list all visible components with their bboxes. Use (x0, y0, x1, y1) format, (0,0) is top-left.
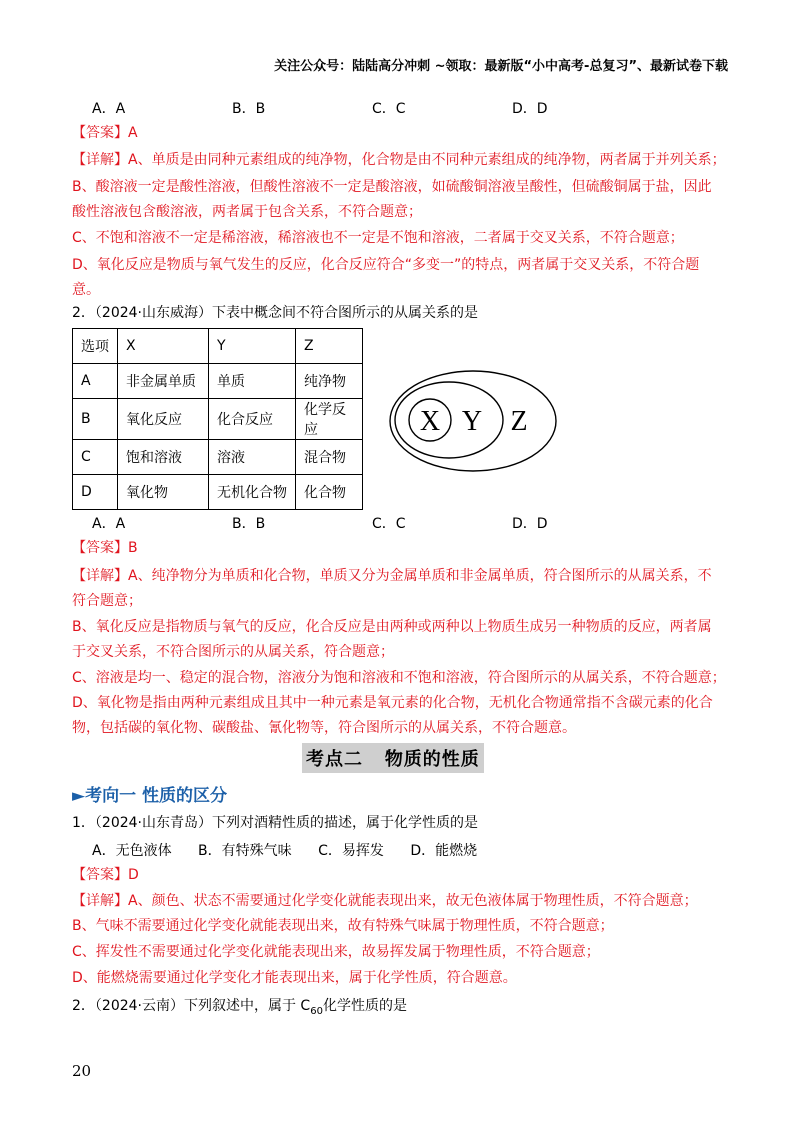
q1-detail-line: 酸性溶液包含酸溶液，两者属于包含关系，不符合题意； (72, 204, 422, 220)
q2-detail-line: 【详解】A、纯净物分为单质和化合物，单质又分为金属单质和非金属单质，符合图所示的从属关系，不 (72, 568, 712, 584)
q3-detail-line: D、能燃烧需要通过化学变化才能表现出来，属于化学性质，符合题意。 (72, 970, 517, 986)
table-cell: 溶液 (209, 440, 296, 475)
q2-detail-line: D、氧化物是指由两种元素组成且其中一种元素是氧元素的化合物，无机化合物通常指不含碳元素的化合 (72, 695, 713, 711)
table-cell: B (73, 399, 118, 440)
q1-options (92, 98, 652, 118)
q3-option-c: C．易挥发 (318, 843, 384, 859)
venn-middle-ellipse (395, 382, 503, 458)
q4-stem (72, 996, 407, 1022)
table-row (73, 475, 363, 510)
q1-option-b: B．B (232, 101, 266, 117)
q3-stem: 1．（2024·山东青岛）下列对酒精性质的描述，属于化学性质的是 (72, 815, 478, 831)
table-cell: C (73, 440, 118, 475)
q2-detail-line: B、氧化反应是指物质与氧气的反应，化合反应是由两种或两种以上物质生成另一种物质的反应，两者属 (72, 619, 712, 635)
q2-answer: 【答案】B (72, 540, 138, 556)
q1-option-c: C．C (372, 101, 406, 117)
table-cell: X (118, 329, 209, 364)
q4-stem-prefix: 2．（2024·云南）下列叙述中，属于 C (72, 998, 311, 1014)
q4-stem-suffix: 化学性质的是 (322, 998, 407, 1014)
concept-table (72, 328, 363, 510)
table-header-row (73, 329, 363, 364)
table-cell: 纯净物 (296, 364, 363, 399)
q1-detail-line: B、酸溶液一定是酸性溶液，但酸性溶液不一定是酸溶液，如硫酸铜溶液呈酸性，但硫酸铜属于盐，因此 (72, 179, 712, 195)
table-cell: D (73, 475, 118, 510)
q2-detail-line: C、溶液是均一、稳定的混合物，溶液分为饱和溶液和不饱和溶液，符合图所示的从属关系，不符合题意； (72, 670, 726, 686)
table-cell: 饱和溶液 (118, 440, 209, 475)
q2-detail-line: 物，包括碳的氧化物、碳酸盐、氰化物等，符合图所示的从属关系，不符合题意。 (72, 720, 576, 736)
q2-option-c: C．C (372, 516, 406, 532)
q2-option-d: D．D (512, 516, 548, 532)
q2-option-a: A．A (92, 516, 126, 532)
table-row (73, 364, 363, 399)
section-title (302, 743, 484, 773)
table-row (73, 399, 363, 440)
q1-detail-line: D、氧化反应是物质与氧气发生的反应，化合反应符合“多变一”的特点，两者属于交叉关系，不符合题 (72, 257, 700, 273)
q1-option-d: D．D (512, 101, 548, 117)
q3-detail-line: 【详解】A、颜色、状态不需要通过化学变化就能表现出来，故无色液体属于物理性质，不符合题意； (72, 893, 698, 909)
venn-diagram (388, 368, 558, 474)
table-cell: 无机化合物 (209, 475, 296, 510)
q3-option-a: A．无色液体 (92, 843, 172, 859)
q3-option-d: D．能燃烧 (410, 843, 478, 859)
q1-answer: 【答案】A (72, 125, 138, 141)
table-row (73, 440, 363, 475)
q1-detail-line: 【详解】A、单质是由同种元素组成的纯净物，化合物是由不同种元素组成的纯净物，两者属于并列关系； (72, 152, 726, 168)
q4-stem-sub: 60 (310, 1005, 323, 1017)
q3-detail-line: C、挥发性不需要通过化学变化就能表现出来，故易挥发属于物理性质，不符合题意； (72, 944, 600, 960)
table-cell: 混合物 (296, 440, 363, 475)
q2-stem: 2．（2024·山东威海）下表中概念间不符合图所示的从属关系的是 (72, 305, 478, 321)
section-label: 考点二 (306, 749, 363, 770)
table-cell: A (73, 364, 118, 399)
venn-label-z: Z (510, 406, 528, 437)
header-note: 关注公众号：陆陆高分冲刺 ~领取：最新版“小中高考-总复习”、最新试卷下载 (274, 59, 728, 74)
table-cell: Y (209, 329, 296, 364)
table-cell: 氧化物 (118, 475, 209, 510)
q3-option-b: B．有特殊气味 (198, 843, 292, 859)
table-cell: 非金属单质 (118, 364, 209, 399)
subhead: ►考向一 性质的区分 (72, 786, 227, 806)
table-cell: 选项 (73, 329, 118, 364)
table-cell: 单质 (209, 364, 296, 399)
table-cell: Z (296, 329, 363, 364)
q3-options (92, 840, 499, 860)
q2-detail-line: 符合题意； (72, 593, 142, 609)
q1-detail-line: C、不饱和溶液不一定是稀溶液，稀溶液也不一定是不饱和溶液，二者属于交叉关系，不符合题意； (72, 230, 684, 246)
table-cell: 氧化反应 (118, 399, 209, 440)
venn-label-y: Y (461, 406, 483, 437)
table-cell: 化学反应 (296, 399, 363, 440)
q3-answer: 【答案】D (72, 867, 139, 883)
page-number: 20 (72, 1062, 92, 1080)
q2-detail-line: 于交叉关系，不符合图所示的从属关系，符合题意； (72, 644, 394, 660)
q1-option-a: A．A (92, 101, 126, 117)
section-name: 物质的性质 (384, 749, 480, 770)
q2-option-b: B．B (232, 516, 266, 532)
q3-detail-line: B、气味不需要通过化学变化就能表现出来，故有特殊气味属于物理性质，不符合题意； (72, 918, 614, 934)
table-cell: 化合物 (296, 475, 363, 510)
q2-options (92, 513, 652, 533)
table-cell: 化合反应 (209, 399, 296, 440)
q1-detail-line: 意。 (72, 282, 100, 298)
venn-label-x: X (419, 406, 441, 437)
